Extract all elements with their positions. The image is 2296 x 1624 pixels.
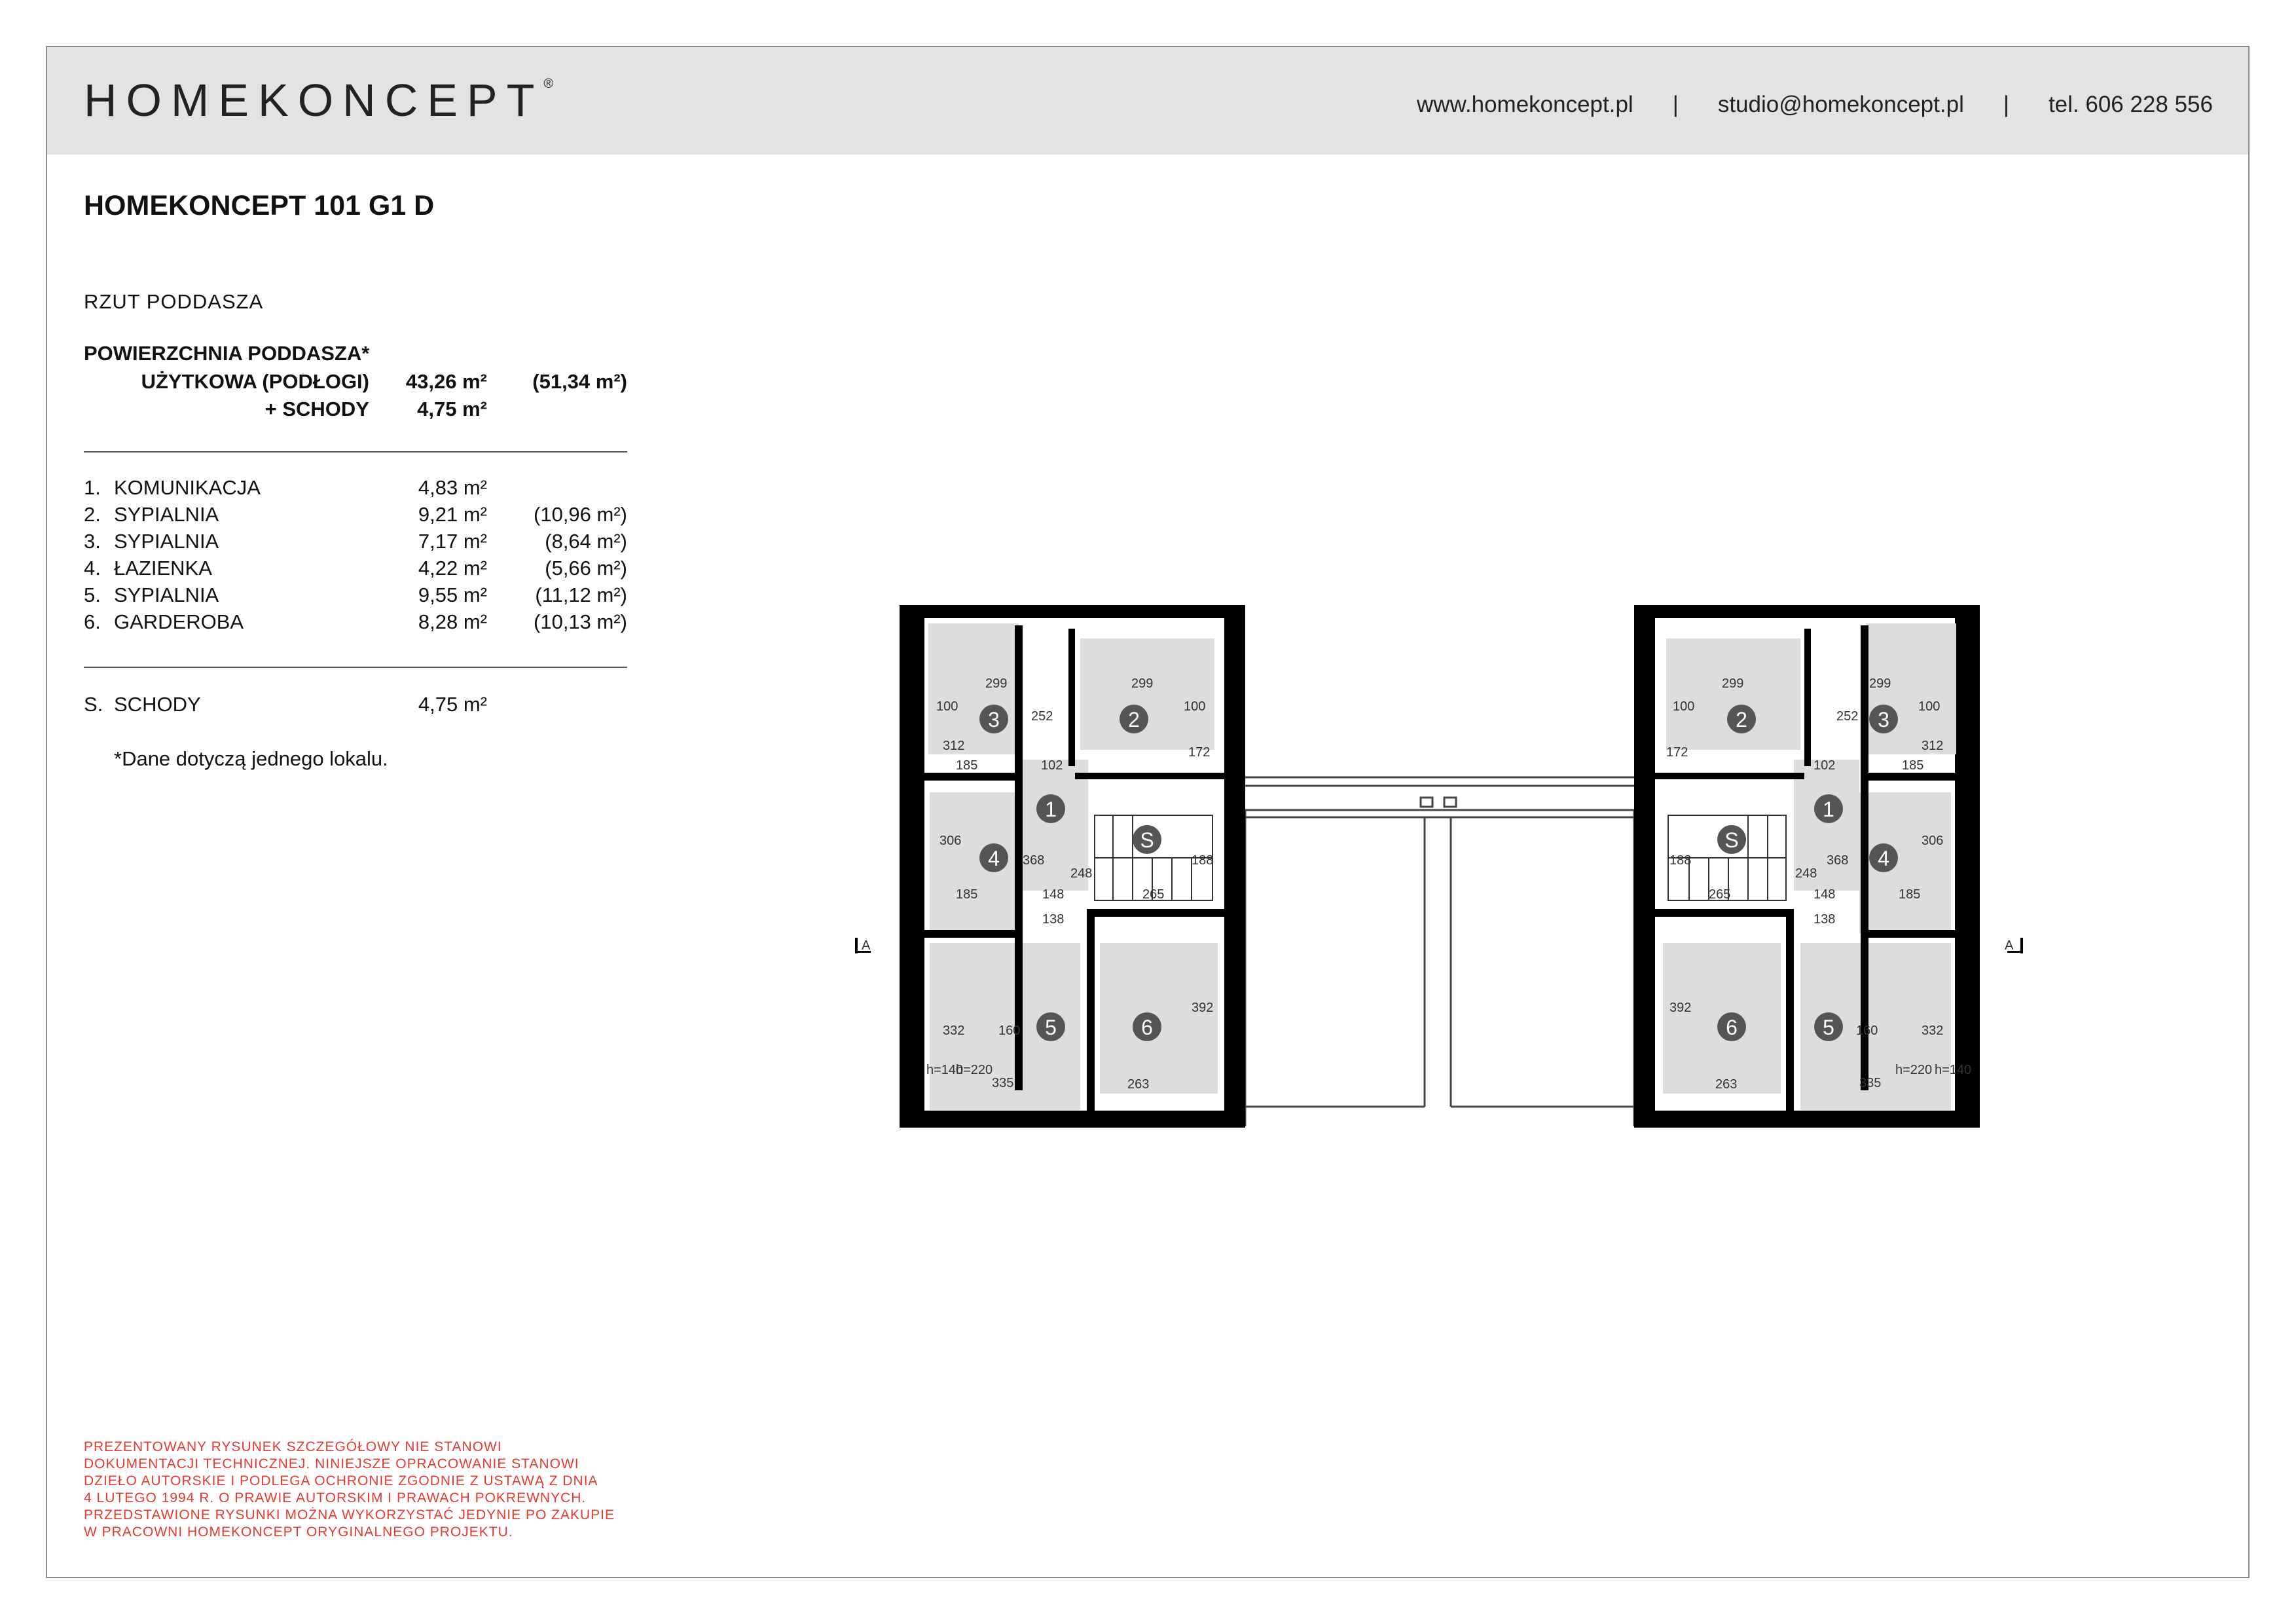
room-floor-area: (10,96 m²) <box>534 503 627 526</box>
dimension-label: 188 <box>1669 853 1692 868</box>
dimension-label: 299 <box>1131 676 1154 691</box>
dimension-label: 263 <box>1127 1077 1150 1092</box>
room-floor-area: (5,66 m²) <box>545 557 627 580</box>
room-area: 9,21 m² <box>418 503 487 526</box>
room-floor-area: (11,12 m²) <box>535 583 627 606</box>
dimension-label: 172 <box>1666 745 1688 760</box>
room-area: 4,75 m² <box>418 693 487 716</box>
dimension-label: 299 <box>1869 676 1891 691</box>
dimension-label: h=140 <box>926 1063 964 1077</box>
room-label: 3 <box>988 708 1000 731</box>
room-floor-area: (8,64 m²) <box>545 530 627 553</box>
disclaimer-line: PREZENTOWANY RYSUNEK SZCZEGÓŁOWY NIE STANOWI <box>84 1439 502 1454</box>
dimension-label: 185 <box>956 887 978 902</box>
dimension-label: h=220 <box>1895 1063 1933 1077</box>
phone-number: tel. 606 228 556 <box>2048 92 2213 117</box>
room-name: SCHODY <box>114 693 201 716</box>
room-name: KOMUNIKACJA <box>114 476 261 499</box>
dimension-label: 148 <box>1042 887 1065 902</box>
stairs-value: 4,75 m² <box>417 397 487 420</box>
dimension-label: 312 <box>1922 739 1944 753</box>
email-link[interactable]: studio@homekoncept.pl <box>1717 92 1964 117</box>
dimension-label: 335 <box>992 1076 1014 1090</box>
dimension-label: 392 <box>1669 1001 1692 1015</box>
room-name: ŁAZIENKA <box>114 557 212 580</box>
dimension-label: 335 <box>1859 1076 1882 1090</box>
separator: | <box>2003 92 2009 117</box>
room-label: 6 <box>1141 1016 1153 1039</box>
room-name: SYPIALNIA <box>114 583 219 606</box>
disclaimer-line: 4 LUTEGO 1994 R. O PRAWIE AUTORSKIM I PRAWACH POKREWNYCH. <box>84 1490 587 1505</box>
section-label: A <box>862 938 871 953</box>
disclaimer-line: W PRACOWNI HOMEKONCEPT ORYGINALNEGO PROJEKTU. <box>84 1524 513 1540</box>
plan-subtitle: RZUT PODDASZA <box>84 290 264 313</box>
room-num: 3. <box>84 530 101 553</box>
dimension-label: 102 <box>1041 758 1063 773</box>
dimension-label: 252 <box>1031 709 1053 724</box>
website-link[interactable]: www.homekoncept.pl <box>1416 92 1633 117</box>
room-label: S <box>1724 828 1739 852</box>
footnote: *Dane dotyczą jednego lokalu. <box>114 747 388 770</box>
room-label: 5 <box>1045 1016 1057 1039</box>
room-num: 4. <box>84 557 101 580</box>
room-label: 2 <box>1128 708 1140 731</box>
dimension-label: 265 <box>1142 887 1165 902</box>
room-num: 2. <box>84 503 101 526</box>
room-floor-area: (10,13 m²) <box>534 610 627 633</box>
room-label: 4 <box>1878 847 1889 870</box>
room-name: SYPIALNIA <box>114 503 219 526</box>
area-heading: POWIERZCHNIA PODDASZA* <box>84 342 370 365</box>
room-label: 6 <box>1726 1016 1738 1039</box>
disclaimer-line: DZIEŁO AUTORSKIE I PODLEGA OCHRONIE ZGODNIE Z USTAWĄ Z DNIA <box>84 1473 598 1488</box>
usable-floor-value: (51,34 m²) <box>532 370 627 393</box>
usable-label: UŻYTKOWA (PODŁOGI) <box>141 370 369 393</box>
room-label: 1 <box>1823 798 1834 821</box>
room-area: 4,22 m² <box>418 557 487 580</box>
dimension-label: 312 <box>943 739 965 753</box>
dimension-label: 252 <box>1836 709 1859 724</box>
dimension-label: 172 <box>1188 745 1211 760</box>
dimension-label: 100 <box>1918 699 1941 714</box>
stairs-label: + SCHODY <box>264 397 369 420</box>
room-area: 8,28 m² <box>418 610 487 633</box>
brand-logo: HOMEKONCEPT® <box>84 75 554 126</box>
section-marker-left <box>855 938 871 953</box>
usable-value: 43,26 m² <box>405 370 487 393</box>
dimension-label: 368 <box>1827 853 1849 868</box>
dimension-label: 148 <box>1813 887 1836 902</box>
room-area: 9,55 m² <box>418 583 487 606</box>
dimension-label: 138 <box>1042 912 1065 927</box>
dimension-label: 100 <box>1184 699 1206 714</box>
dimension-label: 188 <box>1192 853 1214 868</box>
room-label: 4 <box>988 847 1000 870</box>
dimension-label: 100 <box>936 699 958 714</box>
room-name: GARDEROBA <box>114 610 244 633</box>
room-area: 7,17 m² <box>418 530 487 553</box>
dimension-label: 332 <box>943 1024 965 1038</box>
room-label: 3 <box>1878 708 1889 731</box>
room-num: S. <box>84 693 103 716</box>
dimension-label: 265 <box>1709 887 1731 902</box>
dimension-label: 306 <box>1922 834 1944 848</box>
section-marker-right <box>2005 938 2023 953</box>
dimension-label: h=220 <box>956 1063 993 1077</box>
disclaimer-line: DOKUMENTACJI TECHNICZNEJ. NINIEJSZE OPRACOWANIE STANOWI <box>84 1456 579 1471</box>
dimension-label: 263 <box>1715 1077 1738 1092</box>
dimension-label: 299 <box>1722 676 1744 691</box>
dimension-label: 160 <box>998 1024 1021 1038</box>
dimension-label: 299 <box>985 676 1008 691</box>
dimension-label: 100 <box>1673 699 1695 714</box>
room-num: 5. <box>84 583 101 606</box>
dimension-label: 160 <box>1856 1024 1878 1038</box>
room-name: SYPIALNIA <box>114 530 219 553</box>
room-label: 1 <box>1045 798 1057 821</box>
dimension-label: 332 <box>1922 1024 1944 1038</box>
dimension-label: 306 <box>939 834 962 848</box>
dimension-label: 248 <box>1795 866 1817 881</box>
dimension-label: 392 <box>1192 1001 1214 1015</box>
dimension-label: h=140 <box>1935 1063 1972 1077</box>
room-area: 4,83 m² <box>418 476 487 499</box>
dimension-label: 368 <box>1023 853 1045 868</box>
dimension-label: 138 <box>1813 912 1836 927</box>
dimension-label: 185 <box>1899 887 1921 902</box>
project-title: HOMEKONCEPT 101 G1 D <box>84 190 435 221</box>
room-label: 2 <box>1736 708 1747 731</box>
connector-walkway <box>1245 777 1634 1126</box>
section-label: A <box>2005 938 2014 953</box>
dimension-label: 102 <box>1813 758 1836 773</box>
disclaimer-line: PRZEDSTAWIONE RYSUNKI MOŻNA WYKORZYSTAĆ JEDYNIE PO ZAKUPIE <box>84 1507 615 1522</box>
room-num: 6. <box>84 610 101 633</box>
dimension-label: 185 <box>1902 758 1924 773</box>
dimension-label: 185 <box>956 758 978 773</box>
room-num: 1. <box>84 476 101 499</box>
separator: | <box>1672 92 1679 117</box>
room-label: S <box>1140 828 1154 852</box>
dimension-label: 248 <box>1070 866 1093 881</box>
room-label: 5 <box>1823 1016 1834 1039</box>
